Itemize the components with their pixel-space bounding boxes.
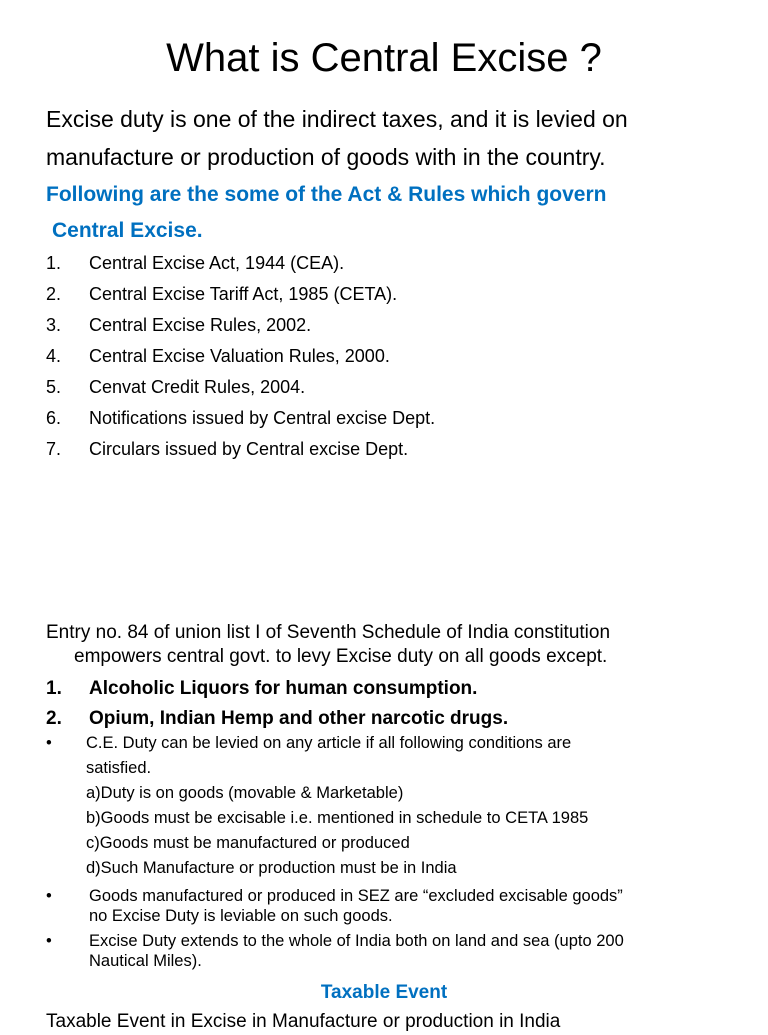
- bullet-text: C.E. Duty can be levied on any article if all following conditions are: [86, 734, 572, 752]
- list-item: [46, 704, 746, 734]
- list-number: 5.: [46, 377, 62, 397]
- bullet-text: satisfied.: [86, 759, 152, 777]
- list-text: Alcoholic Liquors for human consumption.: [89, 678, 478, 699]
- acts-heading: [46, 177, 746, 249]
- list-item: [46, 248, 746, 279]
- list-text: Central Excise Rules, 2002.: [89, 315, 312, 335]
- entry-paragraph: [46, 621, 746, 669]
- list-item: [46, 341, 746, 372]
- condition-item: b)Goods must be excisable i.e. mentioned in schedule to CETA 1985: [86, 809, 589, 827]
- list-number: 4.: [46, 346, 62, 366]
- bullet-text: Excise Duty extends to the whole of India both on land and sea (upto 200: [89, 932, 624, 950]
- taxable-event-text: Taxable Event in Excise in Manufacture or production in India: [46, 1011, 561, 1032]
- list-number: 3.: [46, 315, 62, 335]
- list-item: [46, 434, 746, 465]
- intro-line: manufacture or production of goods with in the country.: [46, 144, 606, 170]
- list-text: Circulars issued by Central excise Dept.: [89, 439, 409, 459]
- bullet-icon: •: [46, 932, 52, 950]
- list-item: [46, 674, 746, 704]
- list-item: [46, 403, 746, 434]
- intro-line: Excise duty is one of the indirect taxes, and it is levied on: [46, 106, 628, 132]
- bullet-icon: •: [46, 887, 52, 905]
- taxable-event-heading: Taxable Event: [320, 982, 448, 1003]
- bullet-icon: •: [46, 734, 52, 752]
- entry-line: Entry no. 84 of union list I of Seventh Schedule of India constitution: [46, 622, 611, 643]
- exceptions-list: [46, 674, 746, 734]
- list-item: [46, 372, 746, 403]
- bullet-item: [46, 731, 746, 881]
- condition-item: a)Duty is on goods (movable & Marketable): [86, 784, 404, 802]
- list-number: 1.: [46, 678, 62, 699]
- list-number: 7.: [46, 439, 62, 459]
- list-text: Central Excise Valuation Rules, 2000.: [89, 346, 390, 366]
- list-item: [46, 310, 746, 341]
- list-text: Central Excise Act, 1944 (CEA).: [89, 253, 345, 273]
- bullet-text: no Excise Duty is leviable on such goods.: [89, 907, 393, 925]
- intro-paragraph: [46, 100, 746, 176]
- bullet-item: [46, 931, 746, 971]
- bullet-text: Nautical Miles).: [89, 952, 202, 970]
- list-text: Central Excise Tariff Act, 1985 (CETA).: [89, 284, 398, 304]
- bullet-item: [46, 886, 746, 926]
- list-text: Opium, Indian Hemp and other narcotic drugs.: [89, 708, 509, 729]
- list-text: Cenvat Credit Rules, 2004.: [89, 377, 306, 397]
- slide-title: What is Central Excise ?: [166, 36, 602, 80]
- acts-heading-line: Following are the some of the Act & Rules which govern: [46, 183, 607, 206]
- list-item: [46, 279, 746, 310]
- list-number: 1.: [46, 253, 62, 273]
- acts-list: [46, 248, 746, 465]
- condition-item: d)Such Manufacture or production must be in India: [86, 859, 457, 877]
- list-text: Notifications issued by Central excise Dept.: [89, 408, 436, 428]
- conditions-bullets: [46, 731, 746, 971]
- acts-heading-line: Central Excise.: [52, 219, 203, 242]
- list-number: 2.: [46, 284, 62, 304]
- condition-item: c)Goods must be manufactured or produced: [86, 834, 410, 852]
- list-number: 2.: [46, 708, 62, 729]
- bullet-text: Goods manufactured or produced in SEZ are “excluded excisable goods”: [89, 887, 623, 905]
- entry-line: empowers central govt. to levy Excise duty on all goods except.: [74, 646, 608, 667]
- list-number: 6.: [46, 408, 62, 428]
